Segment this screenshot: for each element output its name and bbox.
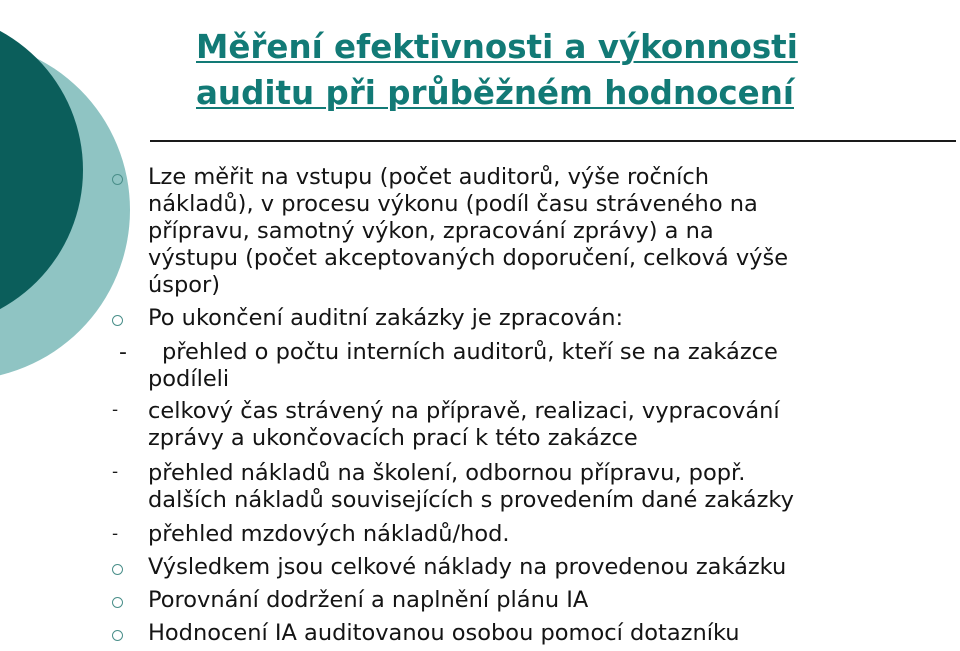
list-item: Lze měřit na vstupu (počet auditorů, výše ročních nákladů), v procesu výkonu (podíl času stráveného na přípravu, samotný výkon, zpracování zprávy) a na výstupu (počet akceptovaných doporučení, celková výše úspor) <box>148 164 789 298</box>
title-divider <box>150 140 956 142</box>
circle-bullet-icon <box>112 564 123 575</box>
list-item: přehled mzdových nákladů/hod. <box>148 521 510 547</box>
circle-bullet-icon <box>112 174 123 185</box>
list-item: Výsledkem jsou celkové náklady na provedenou zakázku <box>148 554 787 580</box>
circle-bullet-icon <box>112 630 123 641</box>
list-item: Porovnání dodržení a naplnění plánu IA <box>148 587 589 613</box>
list-item: přehled nákladů na školení, odbornou přípravu, popř. dalších nákladů souvisejících s provedením dané zakázky <box>148 460 794 513</box>
dash-marker: - <box>112 524 119 544</box>
dash-marker: - <box>112 400 119 420</box>
title-line-1: Měření efektivnosti a výkonnosti <box>196 28 798 66</box>
list-item: Hodnocení IA auditovanou osobou pomocí dotazníku <box>148 620 740 646</box>
circle-bullet-icon <box>112 315 123 326</box>
title-line-2: auditu při průběžném hodnocení <box>196 74 794 112</box>
circle-bullet-icon <box>112 597 123 608</box>
dash-marker: - <box>112 462 119 482</box>
list-item: Po ukončení auditní zakázky je zpracován: <box>148 305 624 331</box>
list-item: přehled o počtu interních auditorů, kteří se na zakázce podíleli <box>148 339 778 392</box>
dash-marker: - <box>119 340 127 365</box>
slide-title <box>196 24 936 116</box>
list-item: celkový čas strávený na přípravě, realizaci, vypracování zprávy a ukončovacích prací k této zakázce <box>148 398 780 451</box>
